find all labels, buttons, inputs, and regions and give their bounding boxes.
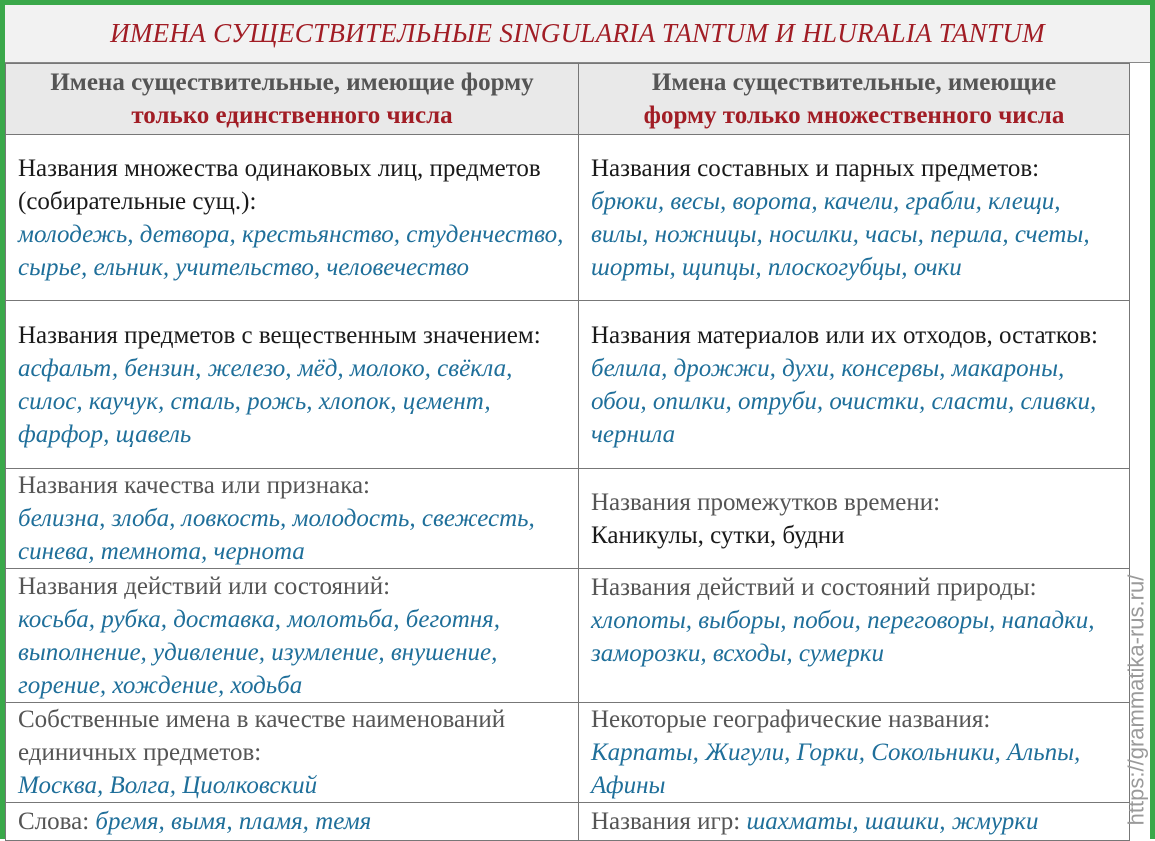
- cell-singular: [6, 135, 579, 301]
- table-row: [6, 469, 1130, 569]
- header-plural: [579, 64, 1130, 135]
- source-watermark: [1118, 560, 1154, 839]
- cell-examples: белизна, злоба, ловкость, молодость, свежесть, синева, темнота, чернота: [18, 505, 535, 565]
- cell-examples: Карпаты, Жигули, Горки, Сокольники, Альпы, Афины: [591, 739, 1081, 799]
- cell-label: Названия составных и парных предметов:: [591, 154, 1040, 182]
- page-title: ИМЕНА СУЩЕСТВИТЕЛЬНЫЕ SINGULARIA TANTUM И HLURALIA TANTUM: [110, 18, 1045, 48]
- header-plural-text: Имена существительные, имеющие: [651, 69, 1057, 96]
- watermark-text: https://grammatika-rus.ru/: [1123, 574, 1149, 825]
- table-row: [6, 301, 1130, 469]
- cell-plural: [579, 135, 1130, 301]
- tantum-table: [5, 63, 1130, 841]
- cell-label: Названия множества одинаковых лиц, предметов (собирательные сущ.):: [18, 154, 541, 215]
- cell-examples: Москва, Волга, Циолковский: [18, 772, 318, 799]
- table-row: [6, 803, 1130, 841]
- cell-label: Названия промежутков времени:: [591, 488, 941, 516]
- header-singular-text: Имена существительные, имеющие форму: [50, 69, 534, 96]
- cell-examples: косьба, рубка, доставка, молотьба, беготня, выполнение, удивление, изумление, внушение, горение, хождение, ходьба: [18, 605, 501, 699]
- cell-plural: [579, 803, 1130, 841]
- cell-label: Некоторые географические названия:: [591, 706, 991, 733]
- cell-label: Слова:: [18, 808, 96, 835]
- cell-examples: шахматы, шашки, жмурки: [746, 808, 1039, 835]
- cell-plural: [579, 569, 1130, 703]
- cell-examples: брюки, весы, ворота, качели, грабли, клещи, вилы, ножницы, носилки, часы, перила, счеты, шорты, щипцы, плоскогубцы, очки: [591, 187, 1090, 281]
- cell-examples: асфальт, бензин, железо, мёд, молоко, свёкла, силос, каучук, сталь, рожь, хлопок, цемент, фарфор, щавель: [18, 354, 513, 448]
- cell-singular: [6, 469, 579, 569]
- cell-plural: [579, 703, 1130, 803]
- cell-label: Названия действий или состояний:: [18, 572, 391, 600]
- title-bar: [5, 5, 1150, 63]
- cell-examples: белила, дрожжи, духи, консервы, макароны, обои, опилки, отруби, очистки, сласти, сливки, чернила: [591, 354, 1097, 448]
- cell-label: Названия действий и состояний природы:: [591, 574, 1037, 601]
- cell-singular: [6, 569, 579, 703]
- cell-examples: молодежь, детвора, крестьянство, студенчество, сырье, ельник, учительство, человечество: [18, 220, 564, 281]
- header-singular: [6, 64, 579, 135]
- cell-plural: [579, 301, 1130, 469]
- cell-label: Названия игр:: [591, 808, 747, 835]
- cell-examples: Каникулы, сутки, будни: [591, 521, 845, 549]
- table-row: [6, 135, 1130, 301]
- table-header-row: [6, 64, 1130, 135]
- cell-singular: [6, 301, 579, 469]
- cell-examples: хлопоты, выборы, побои, переговоры, нападки, заморозки, всходы, сумерки: [591, 607, 1095, 667]
- table-row: [6, 569, 1130, 703]
- cell-label: Названия материалов или их отходов, остатков:: [591, 321, 1098, 349]
- cell-singular: [6, 803, 579, 841]
- cell-label: Собственные имена в качестве наименований единичных предметов:: [18, 706, 506, 766]
- cell-label: Названия качества или признака:: [18, 472, 371, 499]
- cell-singular: [6, 703, 579, 803]
- header-singular-accent: только единственного числа: [131, 102, 453, 129]
- header-plural-accent: форму только множественного числа: [643, 102, 1065, 129]
- cell-label: Названия предметов с вещественным значением:: [18, 321, 541, 349]
- table-row: [6, 703, 1130, 803]
- cell-examples: бремя, вымя, пламя, темя: [95, 808, 372, 835]
- cell-plural: [579, 469, 1130, 569]
